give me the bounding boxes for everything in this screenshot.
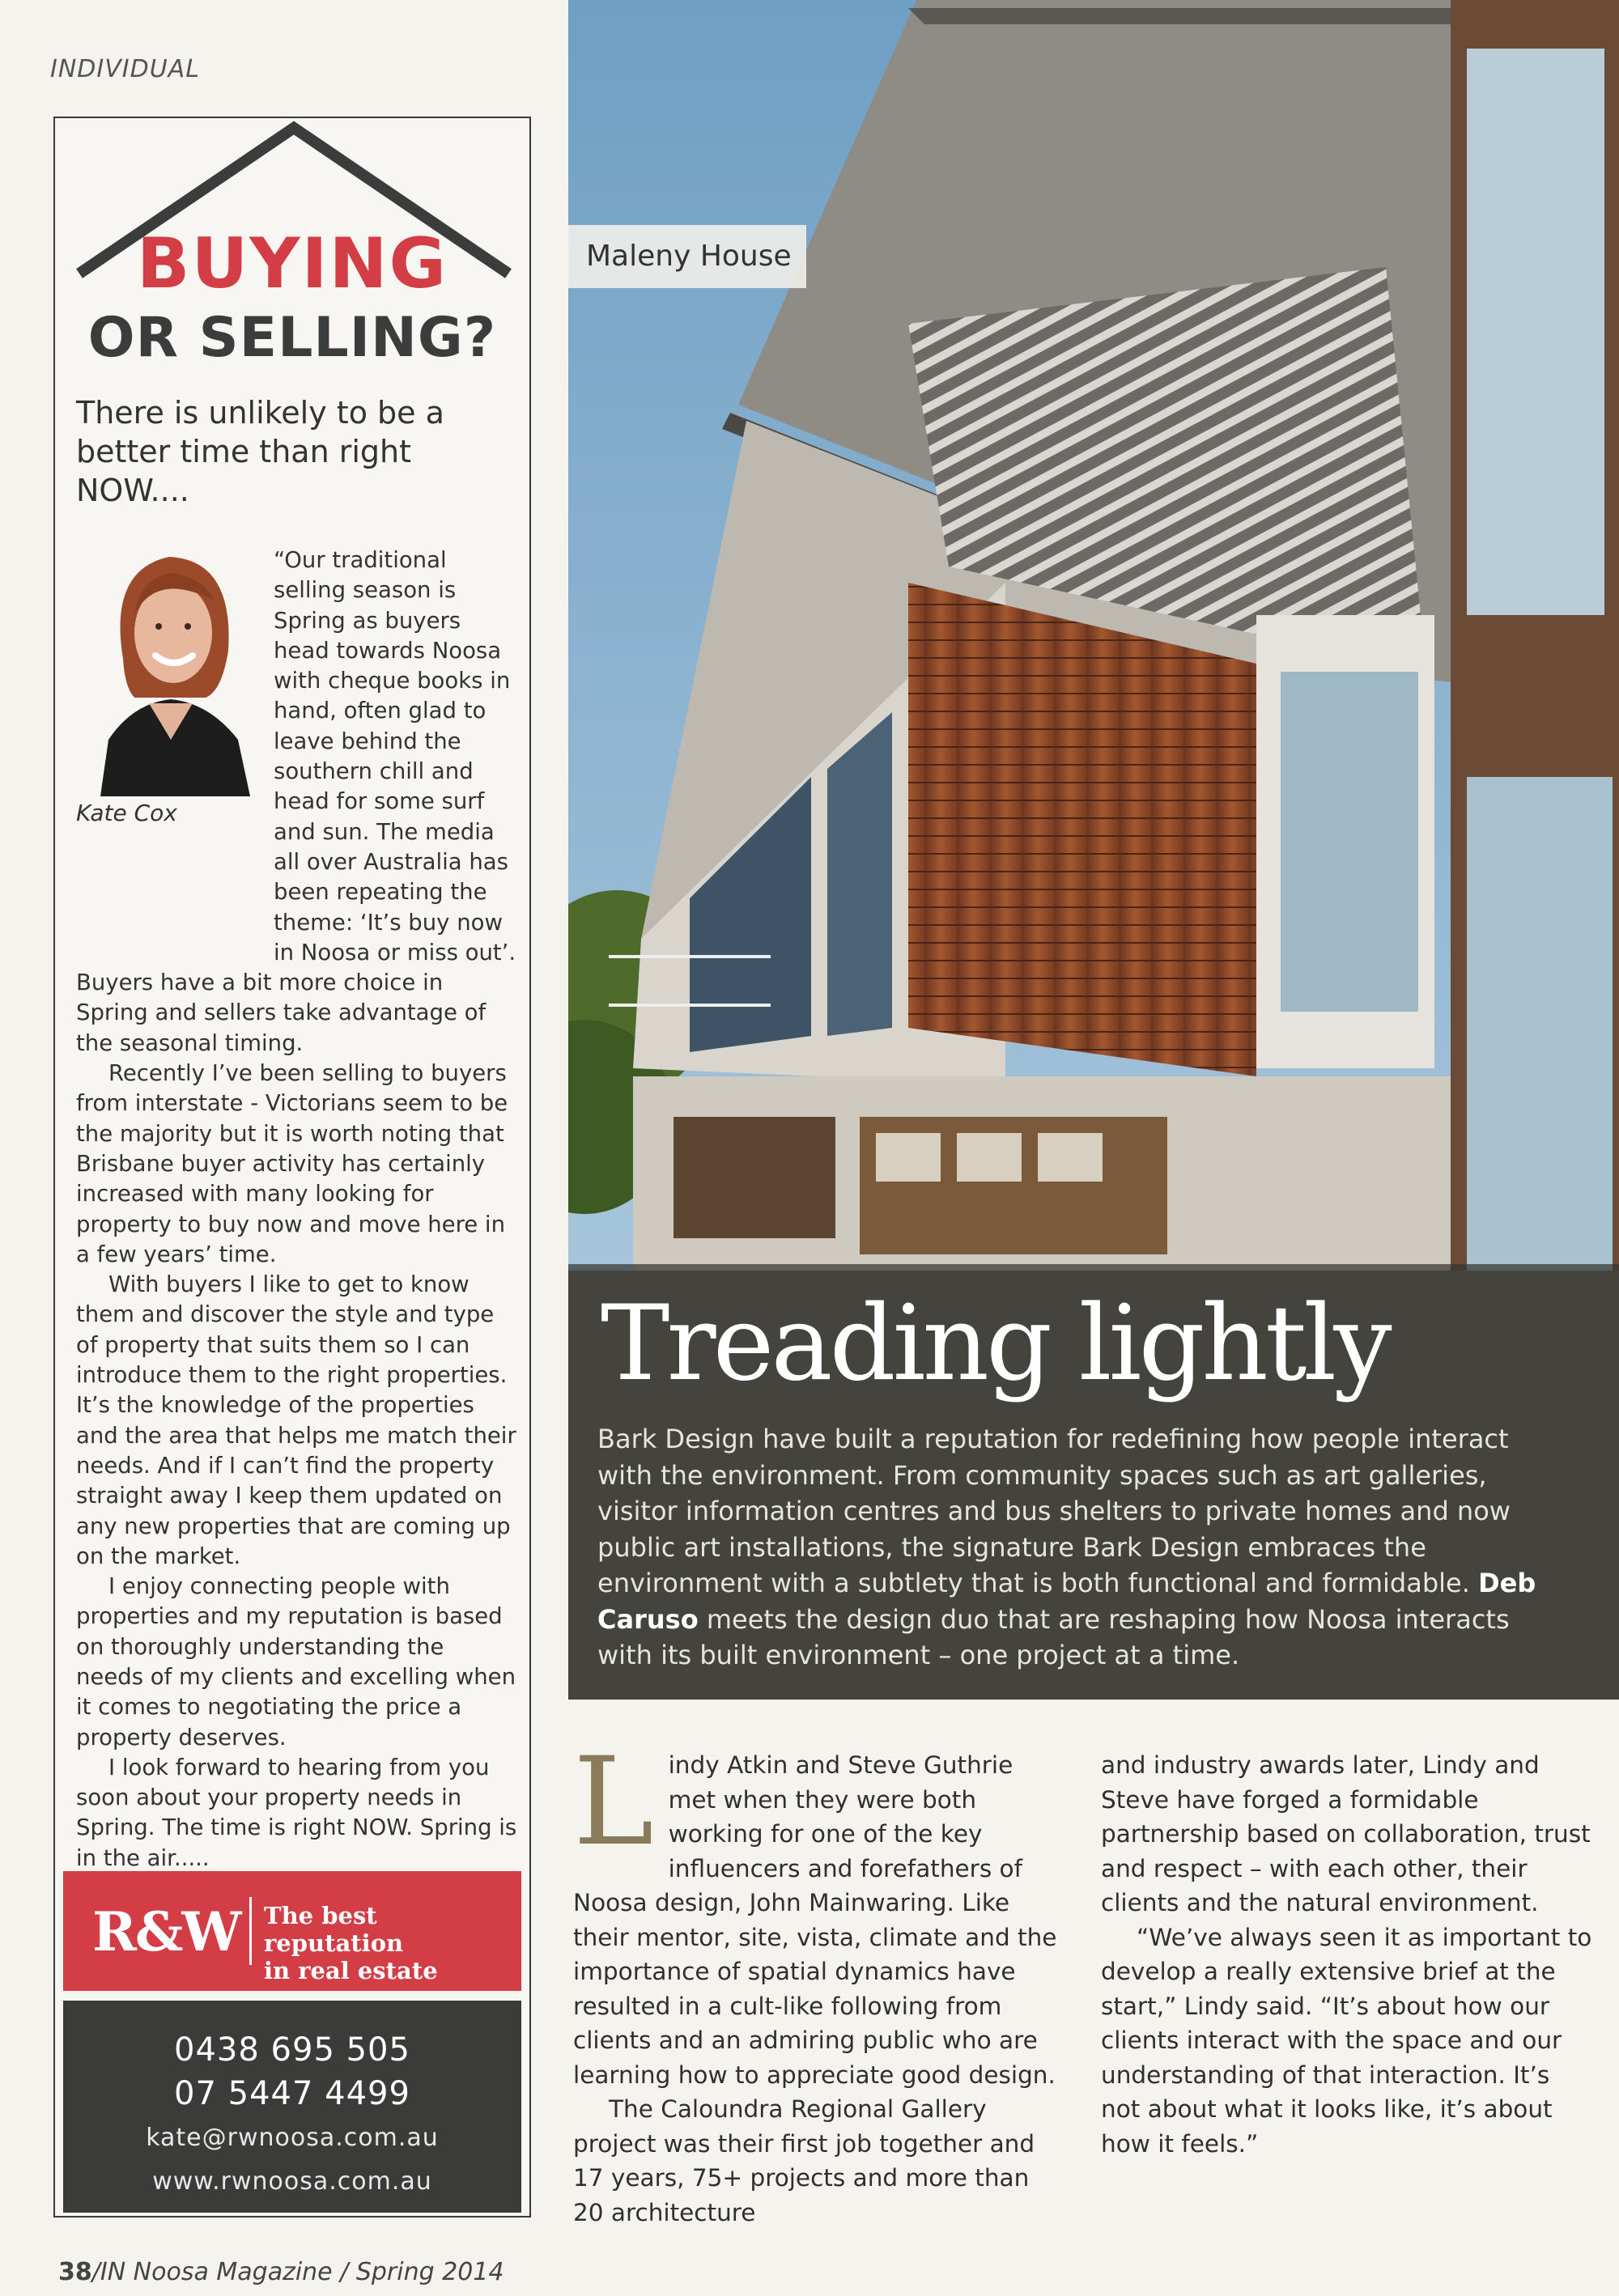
ad-paragraph: I look forward to hearing from you soon about your property needs in Spring. The time is right NOW. Spring is in the air..... [76, 1754, 517, 1871]
brand-slogan-line-2: in real estate [264, 1957, 438, 1984]
real-estate-advertisement [53, 117, 531, 2217]
brand-banner [63, 1871, 521, 1991]
photo-caption-text: Maleny House [586, 240, 792, 273]
byline-text: meets the design duo that are reshaping how Noosa interacts with its built environment – one project at a time. [597, 1603, 1510, 1670]
section-tag: INDIVIDUAL [50, 55, 200, 83]
article-paragraph: The Caloundra Regional Gallery project was their first job together and 17 years, 75+ projects and more than 20 architecture [573, 2095, 1035, 2226]
photo-caption-label [568, 225, 806, 288]
article-paragraph: and industry awards later, Lindy and Steve have forged a formidable partnership based on collaboration, trust and respect – with each other, their clients and the natural environment. [1101, 1751, 1591, 1916]
ad-paragraph: With buyers I like to get to know them and discover the style and type of property that suits them so I can introduce them to the right properties. It’s the knowledge of the properties and the area that helps me match their needs. And if I can’t find the property straight away I keep them updated on any new properties that are coming up on the market. [76, 1271, 516, 1569]
ad-paragraph: I enjoy connecting people with properties and my reputation is based on thoroughly understanding the needs of my clients and excelling when it comes to negotiating the price a property deserves. [76, 1573, 516, 1751]
ad-headline-selling: OR SELLING? [87, 306, 497, 370]
article-column-1 [573, 1732, 1060, 2230]
ad-headline-buying: BUYING [136, 223, 448, 304]
portrait-caption: Kate Cox [76, 800, 177, 826]
page-folio [58, 2258, 504, 2286]
email-link[interactable]: kate@rwnoosa.com.au [146, 2124, 439, 2152]
ad-body-text [76, 545, 518, 1874]
standfirst-text: Bark Design have built a reputation for redefining how people interact with the environment. From community spaces such as art galleries, visitor information centres and bus shelters to private homes and now public art installations, the signature Bark Design embraces the environment with a subtlety that is both functional and formidable. [597, 1424, 1511, 1598]
contact-panel [63, 2001, 521, 2213]
article-headline: Treading lightly [601, 1284, 1389, 1404]
brand-logo: R&W [92, 1900, 240, 1963]
brand-slogan [264, 1902, 515, 1984]
ad-paragraph: Recently I’ve been selling to buyers from interstate - Victorians seem to be the majority but it is worth noting that Brisbane buyer activity has certainly increased with many looking for property to buy now and move here in a few years’ time. [76, 1060, 508, 1267]
byline-author: Deb Caruso [597, 1568, 1536, 1635]
page-number: 38 [58, 2258, 92, 2286]
article-paragraph: “We’ve always seen it as important to develop a really extensive brief at the start,” Lindy said. “It’s about how our clients interact with the space and our understanding of that interaction. It’s not about what it looks like, it’s about how it feels.” [1101, 1923, 1592, 2158]
article-paragraph [573, 1732, 1060, 2092]
magazine-name: /IN Noosa Magazine [91, 2258, 333, 2286]
brand-slogan-line-1: The best reputation [264, 1902, 404, 1957]
drop-cap: L [573, 1732, 654, 1873]
phone-mobile[interactable]: 0438 695 505 [174, 2031, 410, 2069]
article-standfirst [597, 1421, 1553, 1674]
brand-divider [249, 1897, 252, 1965]
website-link[interactable]: www.rwnoosa.com.au [152, 2167, 432, 2196]
issue-name: / Spring 2014 [340, 2258, 504, 2286]
article-paragraph-text: indy Atkin and Steve Guthrie met when they were both working for one of the key influencers and forefathers of Noosa design, John Mainwaring. Like their mentor, site, vista, climate and the importance of spatial dynamics have resulted in a cult-like following from clients and an admiring public who are learning how to appreciate good design. [573, 1751, 1057, 2089]
phone-office[interactable]: 07 5447 4499 [174, 2075, 410, 2112]
ad-tagline: There is unlikely to be a better time than right NOW.... [76, 395, 444, 508]
article-column-2 [1101, 1748, 1595, 2161]
ad-paragraph: “Our traditional selling season is Spring as buyers head towards Noosa with cheque books in hand, often glad to leave behind the southern chill and head for some surf and sun. The media all over Australia has been repeating the theme: ‘It’s buy now in Noosa or miss out’. Buyers have a bit more choice in Spring and sellers take advantage of the seasonal timing. [76, 547, 516, 1056]
